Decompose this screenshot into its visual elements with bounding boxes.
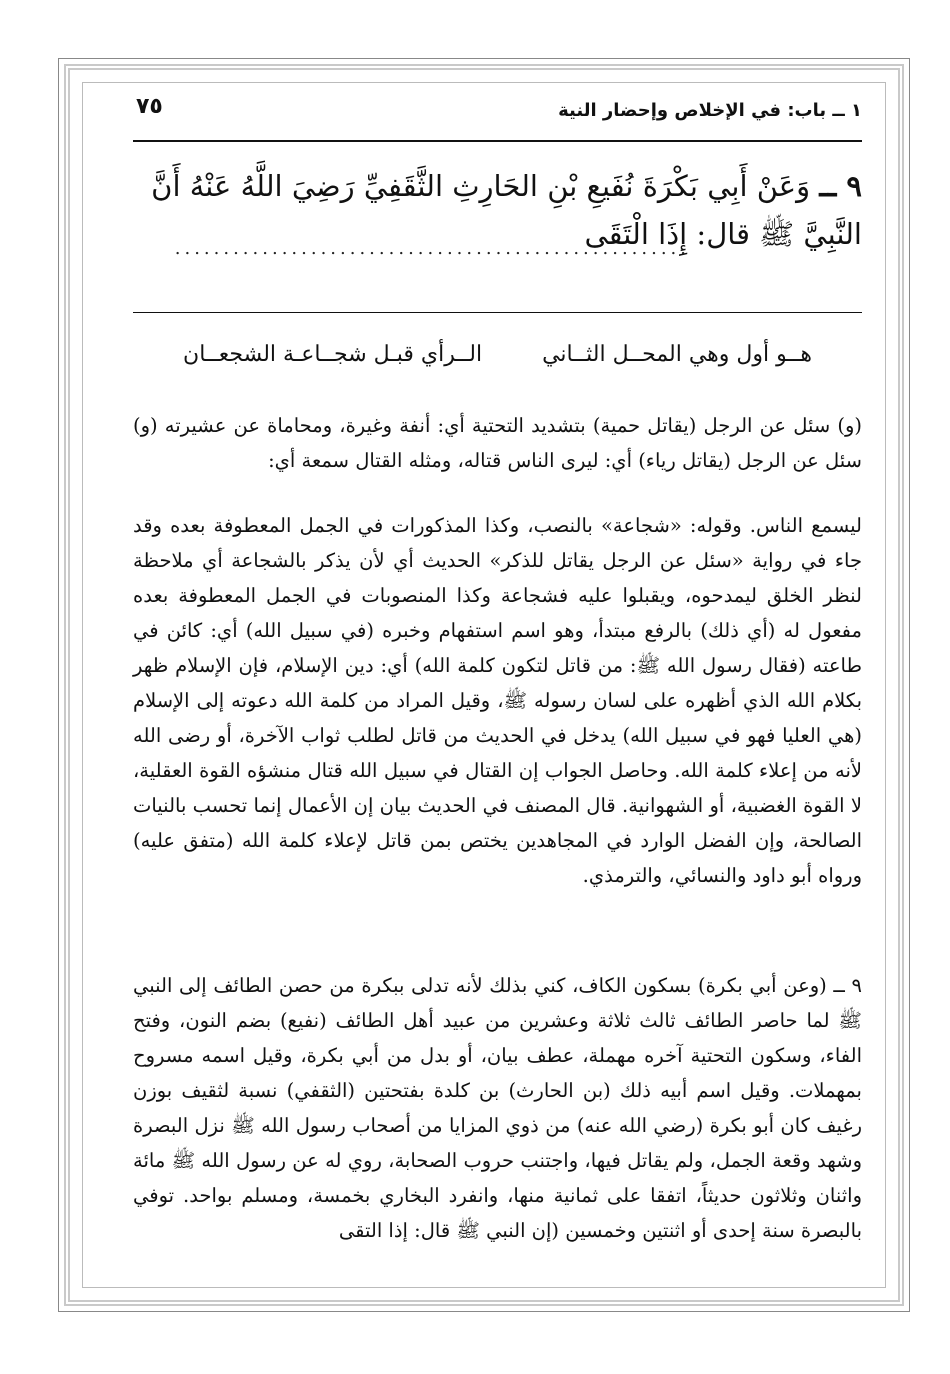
running-head: ١ ــ باب: في الإخلاص وإحضار النية (558, 100, 862, 121)
header-rule (133, 140, 862, 142)
hadith-continuation-dots: ..................................................... (174, 238, 690, 259)
commentary-text: ٩ ــ (وعن أبي بكرة) بسكون الكاف، كني بذلك لأنه تدلى ببكرة من حصن الطائف إلى النبي ﷺ لما حاصر الطائف ثالث ثلاثة وعشرين من عبيد أهل الطائف (نفيع) بضم النون، وفتح الفاء، وسكون التحتية آخره مهملة، عطف بيان، أو بدل من أبي بكرة، وقيل اسمه مسروح بمهملات. وقيل اسم أبيه ذلك (بن الحارث) بن كلدة بفتحتين (الثقفي) نسبة لثقيف بوزن رغيف كان أبو بكرة (رضي الله عنه) من ذوي المزايا من أصحاب رسول الله ﷺ نزل البصرة وشهد وقعة الجمل، ولم يقاتل فيها، واجتنب حروب الصحابة، روي له عن رسول الله ﷺ مائة واثنان وثلاثون حديثاً، اتفقا على ثمانية منها، وانفرد البخاري بخمسة، ومسلم بواحد. توفي بالبصرة سنة إحدى أو اثنتين وخمسين (إن النبي ﷺ قال: إذا التقى (133, 974, 862, 1242)
commentary-paragraph-2 (133, 508, 862, 893)
commentary-paragraph-1 (133, 408, 862, 478)
hadith-number: ٩ ــ (819, 169, 862, 203)
section-divider (133, 312, 862, 313)
hadith-text: وَعَنْ أَبِي بَكْرَةَ نُفَيعِ بْنِ الحَارِثِ الثَّقَفِيِّ رَضِيَ اللَّهُ عَنْهُ أَنَّ النَّبِيَّ ﷺ قال: إِذَا الْتَقَى (151, 169, 862, 251)
commentary-paragraph-3 (133, 968, 862, 1248)
verse-right-hemistich: هــو أول وهي المحــل الثــاني (542, 342, 812, 367)
verse-left-hemistich: الــرأي قبـل شجــاعـة الشجعــان (183, 342, 483, 367)
commentary-text: (و) سئل عن الرجل (يقاتل حمية) بتشديد التحتية أي: أنفة وغيرة، ومحاماة عن عشيرته (و) سئل عن الرجل (يقاتل رياء) أي: ليرى الناس قتاله، ومثله القتال سمعة أي: (133, 414, 862, 472)
poetry-verse (133, 342, 862, 367)
page-number: ٧٥ (136, 94, 163, 119)
commentary-text: ليسمع الناس. وقوله: «شجاعة» بالنصب، وكذا المذكورات في الجمل المعطوفة بعده وقد جاء في رواية «سئل عن الرجل يقاتل للذكر» الحديث أي لأن يذكر بالشجاعة أي ملاحظة لنظر الخلق ليمدحوه، ويقبلوا عليه فشجاعة وكذا المنصوبات في الجمل المعطوفة بعده مفعول له (أي ذلك) بالرفع مبتدأ، وهو اسم استفهام وخبره (في سبيل الله) أي: كائن في طاعته (فقال رسول الله ﷺ: من قاتل لتكون كلمة الله) أي: دين الإسلام، فإن الإسلام ظهر بكلام الله الذي أظهره على لسان رسوله ﷺ، وقيل المراد من كلمة الله دعوته إلى الإسلام (هي العليا فهو في سبيل الله) يدخل في الحديث من قاتل لطلب ثواب الآخرة، أو رضى الله لأنه من إعلاء كلمة الله. وحاصل الجواب إن القتال في سبيل الله قتال منشؤه القوة العقلية، لا القوة الغضبية، أو الشهوانية. قال المصنف في الحديث بيان إن الأعمال إنما تحسب بالنيات الصالحة، وإن الفضل الوارد في المجاهدين يختص بمن قاتل لإعلاء كلمة الله (متفق عليه) ورواه أبو داود والنسائي، والترمذي. (133, 514, 862, 887)
